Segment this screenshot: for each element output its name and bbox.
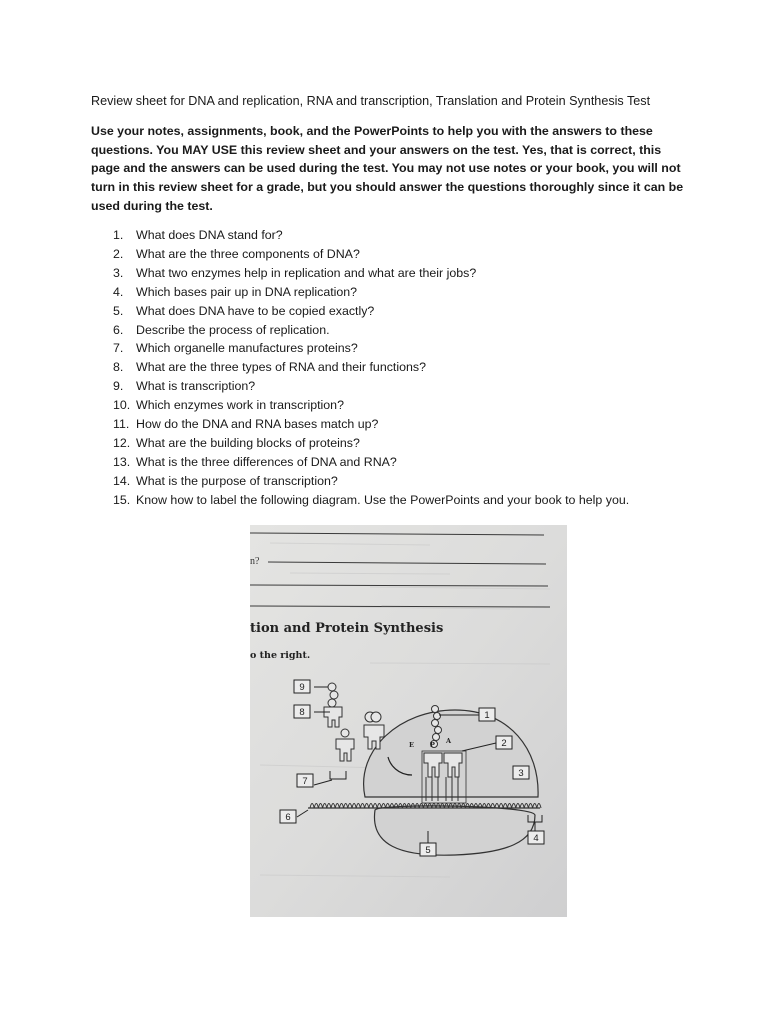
label-box-5	[420, 843, 436, 856]
question-text: Which bases pair up in DNA replication?	[136, 284, 358, 299]
question-number: 9.	[113, 379, 124, 394]
question-text: What are the three components of DNA?	[136, 246, 360, 261]
label-box-6	[280, 810, 296, 823]
question-number: 4.	[113, 284, 124, 299]
question-number: 8.	[113, 360, 124, 375]
label-box-7	[297, 774, 313, 787]
question-number: 13.	[113, 454, 131, 469]
label-box-1	[479, 708, 495, 721]
question-number: 5.	[113, 303, 124, 318]
question-text: What does DNA stand for?	[136, 228, 283, 242]
question-number: 10.	[113, 398, 131, 413]
line-fragment: n?	[250, 556, 260, 567]
question-text: What two enzymes help in replication and what are their jobs?	[136, 265, 477, 280]
question-text: What does DNA have to be copied exactly?	[136, 303, 375, 318]
question-item	[91, 434, 711, 453]
question-text: Describe the process of replication.	[136, 322, 330, 337]
question-text: What is the three differences of DNA and RNA?	[136, 454, 397, 469]
question-text: What is transcription?	[136, 379, 256, 394]
question-item	[91, 377, 711, 396]
label-box-number: 4	[533, 833, 539, 844]
label-box-number: 5	[425, 845, 431, 856]
question-item	[91, 283, 711, 302]
question-text: Which organelle manufactures proteins?	[136, 341, 358, 356]
question-number: 1.	[113, 228, 124, 242]
label-box-number: 1	[484, 710, 490, 721]
question-number: 14.	[113, 473, 131, 488]
site-label-a: A	[446, 737, 452, 745]
label-box-number: 9	[299, 682, 305, 693]
question-item	[91, 415, 711, 434]
label-box-number: 7	[302, 776, 308, 787]
label-box-number: 8	[299, 707, 305, 718]
label-box-number: 3	[518, 768, 524, 779]
site-label-p: P	[430, 741, 435, 749]
question-number: 15.	[113, 492, 131, 507]
question-text: What are the building blocks of proteins?	[136, 435, 360, 450]
site-label-e: E	[409, 741, 414, 749]
label-box-8	[294, 705, 310, 718]
label-box-number: 6	[285, 812, 291, 823]
label-box-9	[294, 680, 310, 693]
label-box-3	[513, 766, 529, 779]
question-text: What is the purpose of transcription?	[136, 473, 338, 488]
question-list	[91, 226, 711, 510]
question-item	[91, 339, 711, 358]
label-box-4	[528, 831, 544, 844]
question-item	[91, 321, 711, 340]
question-number: 7.	[113, 341, 124, 356]
question-item	[91, 396, 711, 415]
diagram-heading: tion and Protein Synthesis	[250, 621, 444, 636]
question-number: 11.	[113, 417, 130, 432]
question-item	[91, 491, 711, 510]
question-item	[91, 302, 711, 321]
label-box-number: 2	[501, 738, 507, 749]
question-text: Which enzymes work in transcription?	[136, 398, 344, 413]
instructions-paragraph: Use your notes, assignments, book, and the PowerPoints to help you with the answers to these questions. You MAY USE this review sheet and your answers on the test. Yes, that is correct, this page and the answers can be used during the test. You may not use notes or your book, you will not turn in this review sheet for a grade, but you should answer the questions thoroughly since it can be used during the test.	[91, 124, 684, 213]
document-title: Review sheet for DNA and replication, RNA and transcription, Translation and Protein Synthesis Test	[91, 94, 651, 108]
question-number: 3.	[113, 265, 124, 280]
question-item	[91, 226, 711, 245]
question-number: 6.	[113, 322, 124, 337]
question-item	[91, 472, 711, 491]
question-item	[91, 358, 711, 377]
question-item	[91, 245, 711, 264]
question-item	[91, 264, 711, 283]
question-text: What are the three types of RNA and their functions?	[136, 360, 426, 375]
label-box-2	[496, 736, 512, 749]
question-item	[91, 453, 711, 472]
question-text: How do the DNA and RNA bases match up?	[136, 417, 379, 432]
question-text: Know how to label the following diagram. Use the PowerPoints and your book to help you.	[136, 492, 630, 507]
diagram-photo	[250, 525, 567, 917]
protein-synthesis-diagram	[250, 525, 567, 917]
diagram-subheading: o the right.	[250, 650, 311, 661]
question-number: 12.	[113, 435, 131, 450]
question-number: 2.	[113, 246, 124, 261]
